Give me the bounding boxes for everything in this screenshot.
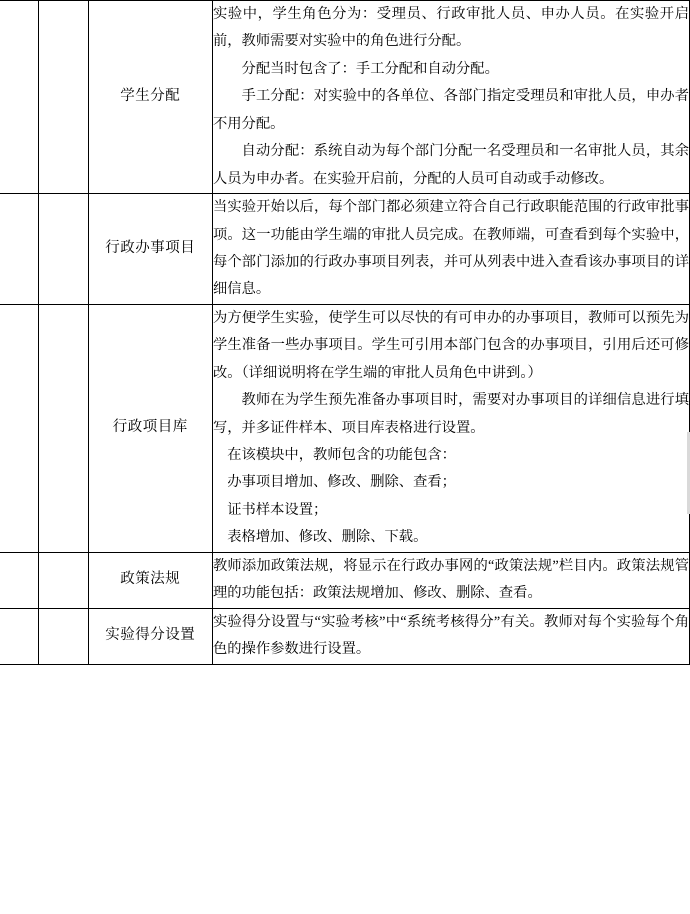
outline-cell-level1 — [0, 1, 38, 194]
outline-cell-level2 — [38, 608, 88, 664]
table-row — [0, 1, 690, 194]
desc-paragraph: 表格增加、修改、删除、下载。 — [227, 529, 428, 546]
table-row — [0, 304, 690, 552]
desc-paragraph: 实验中，学生角色分为：受理员、行政审批人员、申办人员。在实验开启前，教师需要对实验中的角色进行分配。 — [212, 6, 689, 50]
desc-paragraph: 教师添加政策法规，将显示在行政办事网的“政策法规”栏目内。政策法规管理的功能包括：政策法规增加、修改、删除、查看。 — [212, 557, 689, 602]
outline-cell-level2 — [38, 304, 88, 552]
function-description — [212, 194, 689, 305]
desc-paragraph: 当实验开始以后，每个部门都必须建立符合自己行政职能范围的行政审批事项。这一功能由学生端的审批人员完成。在教师端，可查看到每个实验中，每个部门添加的行政办事项目列表，并可从列表中进入查看该办事项目的详细信息。 — [212, 199, 689, 298]
function-description — [212, 1, 689, 194]
function-name: 行政办事项目 — [88, 194, 212, 305]
function-name: 政策法规 — [88, 552, 212, 608]
outline-cell-level2 — [38, 194, 88, 305]
desc-paragraph: 实验得分设置与“实验考核”中“系统考核得分”有关。教师对每个实验每个角色的操作参数进行设置。 — [212, 613, 689, 658]
desc-paragraph: 教师在为学生预先准备办事项目时，需要对办事项目的详细信息进行填写，并多证件样本、项目库表格进行设置。 — [212, 392, 689, 436]
desc-paragraph: 手工分配：对实验中的各单位、各部门指定受理员和审批人员，申办者不用分配。 — [212, 88, 689, 132]
desc-paragraph: 自动分配：系统自动为每个部门分配一名受理员和一名审批人员，其余人员为申办者。在实验开启前，分配的人员可自动或手动修改。 — [212, 143, 689, 187]
function-name: 实验得分设置 — [88, 608, 212, 664]
outline-cell-level2 — [38, 1, 88, 194]
outline-cell-level1 — [0, 552, 38, 608]
function-name: 行政项目库 — [88, 304, 212, 552]
desc-paragraph: 为方便学生实验，使学生可以尽快的有可申办的办事项目，教师可以预先为学生准备一些办事项目。学生可引用本部门包含的办事项目，引用后还可修改。（详细说明将在学生端的审批人员角色中讲到。） — [212, 309, 689, 381]
outline-cell-level1 — [0, 194, 38, 305]
desc-paragraph: 证书样本设置； — [227, 501, 328, 518]
table-row — [0, 608, 690, 664]
function-name: 学生分配 — [88, 1, 212, 194]
desc-paragraph: 办事项目增加、修改、删除、查看； — [227, 474, 456, 491]
function-description — [212, 552, 689, 608]
function-description — [212, 304, 689, 552]
outline-cell-level1 — [0, 608, 38, 664]
table-row — [0, 552, 690, 608]
function-description — [212, 608, 689, 664]
outline-cell-level2 — [38, 552, 88, 608]
desc-paragraph: 分配当时包含了：手工分配和自动分配。 — [241, 60, 499, 77]
outline-cell-level1 — [0, 304, 38, 552]
desc-paragraph: 在该模块中，教师包含的功能包含： — [227, 447, 456, 463]
table-row — [0, 194, 690, 305]
